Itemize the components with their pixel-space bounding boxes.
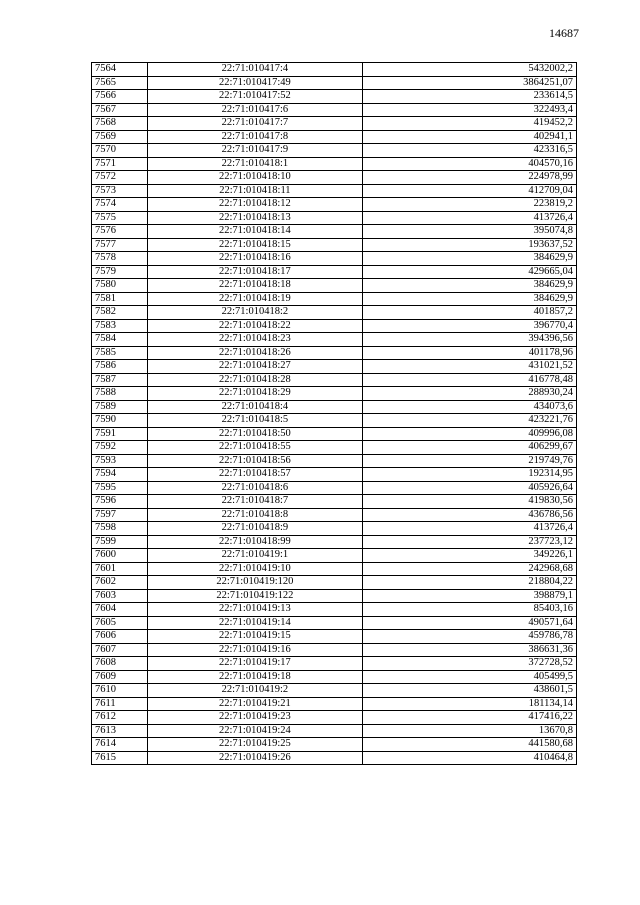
value-cell: 386631,36 [362, 643, 576, 657]
row-number-cell: 7591 [92, 427, 148, 441]
cadastral-number-cell: 22:71:010419:18 [147, 670, 362, 684]
table-row [92, 441, 577, 455]
row-number-cell: 7592 [92, 441, 148, 455]
row-number-cell: 7573 [92, 184, 148, 198]
table-row [92, 252, 577, 266]
value-cell: 384629,9 [362, 292, 576, 306]
row-number-cell: 7579 [92, 265, 148, 279]
row-number-cell: 7570 [92, 144, 148, 158]
row-number-cell: 7607 [92, 643, 148, 657]
cadastral-number-cell: 22:71:010419:13 [147, 603, 362, 617]
row-number-cell: 7587 [92, 373, 148, 387]
cadastral-number-cell: 22:71:010418:2 [147, 306, 362, 320]
row-number-cell: 7612 [92, 711, 148, 725]
row-number-cell: 7615 [92, 751, 148, 765]
cadastral-number-cell: 22:71:010418:7 [147, 495, 362, 509]
row-number-cell: 7577 [92, 238, 148, 252]
value-cell: 404570,16 [362, 157, 576, 171]
value-cell: 419452,2 [362, 117, 576, 131]
table-row [92, 427, 577, 441]
cadastral-number-cell: 22:71:010418:18 [147, 279, 362, 293]
table-row [92, 414, 577, 428]
row-number-cell: 7601 [92, 562, 148, 576]
cadastral-number-cell: 22:71:010418:29 [147, 387, 362, 401]
cadastral-number-cell: 22:71:010419:14 [147, 616, 362, 630]
value-cell: 398879,1 [362, 589, 576, 603]
value-cell: 410464,8 [362, 751, 576, 765]
row-number-cell: 7588 [92, 387, 148, 401]
value-cell: 5432002,2 [362, 63, 576, 77]
row-number-cell: 7610 [92, 684, 148, 698]
value-cell: 223819,2 [362, 198, 576, 212]
value-cell: 434073,6 [362, 400, 576, 414]
row-number-cell: 7571 [92, 157, 148, 171]
table-row [92, 508, 577, 522]
table-row [92, 549, 577, 563]
value-cell: 224978,99 [362, 171, 576, 185]
row-number-cell: 7578 [92, 252, 148, 266]
table-row [92, 657, 577, 671]
table-row [92, 76, 577, 90]
row-number-cell: 7583 [92, 319, 148, 333]
value-cell: 85403,16 [362, 603, 576, 617]
value-cell: 431021,52 [362, 360, 576, 374]
cadastral-number-cell: 22:71:010419:1 [147, 549, 362, 563]
table-row [92, 670, 577, 684]
cadastral-number-cell: 22:71:010418:5 [147, 414, 362, 428]
cadastral-number-cell: 22:71:010419:122 [147, 589, 362, 603]
cadastral-number-cell: 22:71:010418:8 [147, 508, 362, 522]
value-cell: 3864251,07 [362, 76, 576, 90]
table-row [92, 117, 577, 131]
cadastral-number-cell: 22:71:010417:49 [147, 76, 362, 90]
value-cell: 218804,22 [362, 576, 576, 590]
cadastral-number-cell: 22:71:010418:1 [147, 157, 362, 171]
value-cell: 192314,95 [362, 468, 576, 482]
value-cell: 394396,56 [362, 333, 576, 347]
row-number-cell: 7603 [92, 589, 148, 603]
cadastral-number-cell: 22:71:010418:19 [147, 292, 362, 306]
table-row [92, 171, 577, 185]
cadastral-number-cell: 22:71:010418:23 [147, 333, 362, 347]
table-row [92, 103, 577, 117]
cadastral-number-cell: 22:71:010417:6 [147, 103, 362, 117]
row-number-cell: 7585 [92, 346, 148, 360]
value-cell: 406299,67 [362, 441, 576, 455]
cadastral-number-cell: 22:71:010418:28 [147, 373, 362, 387]
table-row [92, 373, 577, 387]
table-row [92, 751, 577, 765]
table-row [92, 616, 577, 630]
cadastral-number-cell: 22:71:010419:10 [147, 562, 362, 576]
value-cell: 242968,68 [362, 562, 576, 576]
value-cell: 405926,64 [362, 481, 576, 495]
table-row [92, 576, 577, 590]
cadastral-number-cell: 22:71:010418:17 [147, 265, 362, 279]
value-cell: 13670,8 [362, 724, 576, 738]
row-number-cell: 7569 [92, 130, 148, 144]
cadastral-number-cell: 22:71:010419:25 [147, 738, 362, 752]
row-number-cell: 7595 [92, 481, 148, 495]
value-cell: 322493,4 [362, 103, 576, 117]
row-number-cell: 7606 [92, 630, 148, 644]
cadastral-number-cell: 22:71:010418:56 [147, 454, 362, 468]
table-row [92, 400, 577, 414]
row-number-cell: 7568 [92, 117, 148, 131]
row-number-cell: 7614 [92, 738, 148, 752]
table-row [92, 319, 577, 333]
row-number-cell: 7605 [92, 616, 148, 630]
value-cell: 413726,4 [362, 522, 576, 536]
row-number-cell: 7594 [92, 468, 148, 482]
table-row [92, 454, 577, 468]
row-number-cell: 7589 [92, 400, 148, 414]
cadastral-number-cell: 22:71:010418:13 [147, 211, 362, 225]
table-row [92, 387, 577, 401]
cadastral-number-cell: 22:71:010418:10 [147, 171, 362, 185]
table-body [92, 63, 577, 765]
table-row [92, 306, 577, 320]
row-number-cell: 7596 [92, 495, 148, 509]
cadastral-number-cell: 22:71:010419:120 [147, 576, 362, 590]
table-row [92, 279, 577, 293]
row-number-cell: 7609 [92, 670, 148, 684]
cadastral-number-cell: 22:71:010418:6 [147, 481, 362, 495]
table-row [92, 157, 577, 171]
row-number-cell: 7584 [92, 333, 148, 347]
row-number-cell: 7580 [92, 279, 148, 293]
table-row [92, 360, 577, 374]
cadastral-number-cell: 22:71:010417:4 [147, 63, 362, 77]
value-cell: 372728,52 [362, 657, 576, 671]
table-row [92, 738, 577, 752]
page-number: 14687 [549, 26, 579, 40]
value-cell: 441580,68 [362, 738, 576, 752]
table-row [92, 238, 577, 252]
value-cell: 412709,04 [362, 184, 576, 198]
cadastral-number-cell: 22:71:010418:11 [147, 184, 362, 198]
cadastral-number-cell: 22:71:010418:27 [147, 360, 362, 374]
table-row [92, 346, 577, 360]
row-number-cell: 7590 [92, 414, 148, 428]
value-cell: 233614,5 [362, 90, 576, 104]
value-cell: 429665,04 [362, 265, 576, 279]
table-row [92, 292, 577, 306]
table-row [92, 603, 577, 617]
row-number-cell: 7582 [92, 306, 148, 320]
table-row [92, 684, 577, 698]
table-row [92, 711, 577, 725]
value-cell: 402941,1 [362, 130, 576, 144]
row-number-cell: 7593 [92, 454, 148, 468]
value-cell: 490571,64 [362, 616, 576, 630]
row-number-cell: 7600 [92, 549, 148, 563]
table-row [92, 630, 577, 644]
value-cell: 219749,76 [362, 454, 576, 468]
value-cell: 181134,14 [362, 697, 576, 711]
cadastral-number-cell: 22:71:010417:52 [147, 90, 362, 104]
cadastral-number-cell: 22:71:010418:16 [147, 252, 362, 266]
cadastral-number-cell: 22:71:010418:15 [147, 238, 362, 252]
value-cell: 384629,9 [362, 252, 576, 266]
table-row [92, 535, 577, 549]
value-cell: 419830,56 [362, 495, 576, 509]
table-row [92, 144, 577, 158]
value-cell: 395074,8 [362, 225, 576, 239]
value-cell: 396770,4 [362, 319, 576, 333]
table-row [92, 643, 577, 657]
cadastral-values-table [91, 62, 577, 765]
row-number-cell: 7581 [92, 292, 148, 306]
row-number-cell: 7564 [92, 63, 148, 77]
cadastral-number-cell: 22:71:010419:15 [147, 630, 362, 644]
cadastral-number-cell: 22:71:010417:8 [147, 130, 362, 144]
cadastral-number-cell: 22:71:010418:4 [147, 400, 362, 414]
cadastral-number-cell: 22:71:010418:22 [147, 319, 362, 333]
value-cell: 401857,2 [362, 306, 576, 320]
row-number-cell: 7597 [92, 508, 148, 522]
table-row [92, 333, 577, 347]
cadastral-number-cell: 22:71:010418:50 [147, 427, 362, 441]
cadastral-number-cell: 22:71:010419:2 [147, 684, 362, 698]
row-number-cell: 7602 [92, 576, 148, 590]
table-row [92, 90, 577, 104]
value-cell: 438601,5 [362, 684, 576, 698]
cadastral-number-cell: 22:71:010419:26 [147, 751, 362, 765]
value-cell: 349226,1 [362, 549, 576, 563]
table-row [92, 562, 577, 576]
table-row [92, 225, 577, 239]
table-row [92, 589, 577, 603]
value-cell: 423221,76 [362, 414, 576, 428]
value-cell: 288930,24 [362, 387, 576, 401]
row-number-cell: 7576 [92, 225, 148, 239]
value-cell: 423316,5 [362, 144, 576, 158]
value-cell: 193637,52 [362, 238, 576, 252]
row-number-cell: 7574 [92, 198, 148, 212]
cadastral-number-cell: 22:71:010418:9 [147, 522, 362, 536]
row-number-cell: 7565 [92, 76, 148, 90]
value-cell: 405499,5 [362, 670, 576, 684]
table-row [92, 481, 577, 495]
cadastral-number-cell: 22:71:010417:9 [147, 144, 362, 158]
row-number-cell: 7598 [92, 522, 148, 536]
table-row [92, 211, 577, 225]
cadastral-number-cell: 22:71:010418:12 [147, 198, 362, 212]
cadastral-number-cell: 22:71:010418:99 [147, 535, 362, 549]
row-number-cell: 7567 [92, 103, 148, 117]
cadastral-number-cell: 22:71:010418:57 [147, 468, 362, 482]
row-number-cell: 7604 [92, 603, 148, 617]
table-row [92, 63, 577, 77]
row-number-cell: 7566 [92, 90, 148, 104]
cadastral-number-cell: 22:71:010417:7 [147, 117, 362, 131]
table-row [92, 184, 577, 198]
row-number-cell: 7572 [92, 171, 148, 185]
value-cell: 417416,22 [362, 711, 576, 725]
row-number-cell: 7613 [92, 724, 148, 738]
value-cell: 416778,48 [362, 373, 576, 387]
cadastral-number-cell: 22:71:010418:26 [147, 346, 362, 360]
cadastral-number-cell: 22:71:010419:24 [147, 724, 362, 738]
value-cell: 384629,9 [362, 279, 576, 293]
table-row [92, 724, 577, 738]
cadastral-number-cell: 22:71:010418:14 [147, 225, 362, 239]
cadastral-number-cell: 22:71:010419:16 [147, 643, 362, 657]
value-cell: 436786,56 [362, 508, 576, 522]
row-number-cell: 7586 [92, 360, 148, 374]
value-cell: 459786,78 [362, 630, 576, 644]
row-number-cell: 7611 [92, 697, 148, 711]
value-cell: 237723,12 [362, 535, 576, 549]
table-row [92, 130, 577, 144]
table-row [92, 198, 577, 212]
table-row [92, 697, 577, 711]
cadastral-number-cell: 22:71:010419:21 [147, 697, 362, 711]
table-row [92, 265, 577, 279]
cadastral-number-cell: 22:71:010418:55 [147, 441, 362, 455]
table-row [92, 522, 577, 536]
value-cell: 409996,08 [362, 427, 576, 441]
table-row [92, 468, 577, 482]
cadastral-number-cell: 22:71:010419:23 [147, 711, 362, 725]
cadastral-number-cell: 22:71:010419:17 [147, 657, 362, 671]
value-cell: 413726,4 [362, 211, 576, 225]
row-number-cell: 7575 [92, 211, 148, 225]
table-row [92, 495, 577, 509]
row-number-cell: 7608 [92, 657, 148, 671]
row-number-cell: 7599 [92, 535, 148, 549]
value-cell: 401178,96 [362, 346, 576, 360]
